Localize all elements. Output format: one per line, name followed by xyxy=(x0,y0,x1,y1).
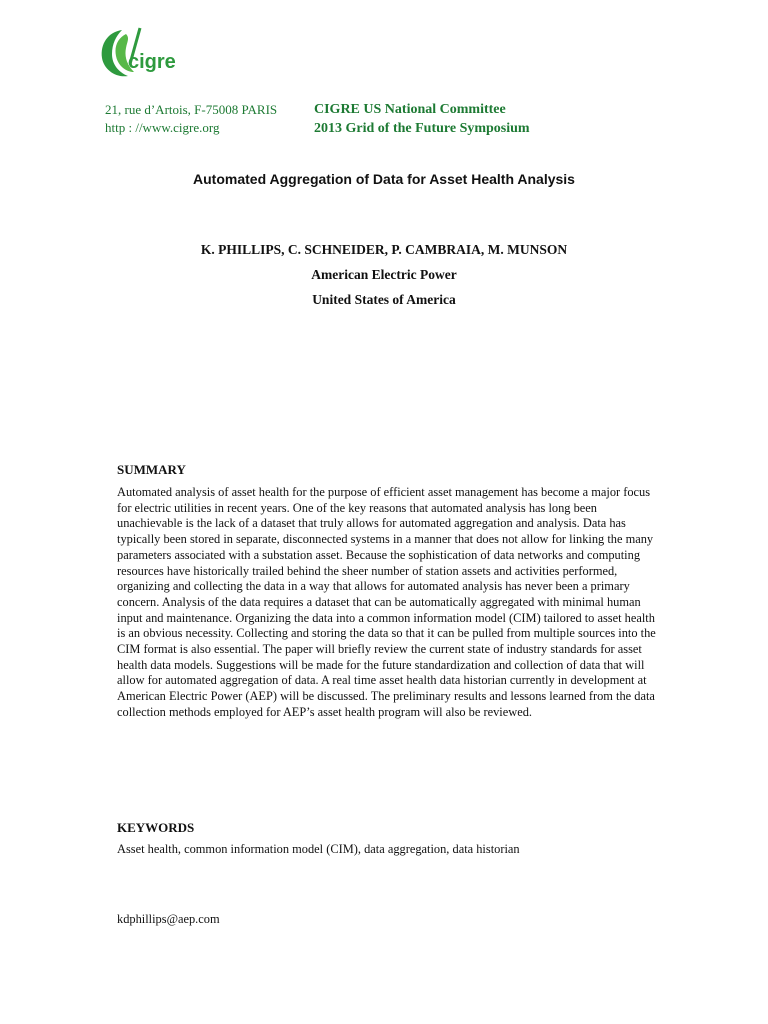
svg-text:cigre: cigre xyxy=(128,51,176,73)
address-line: 21, rue d’Artois, F-75008 PARIS xyxy=(105,102,278,117)
country: United States of America xyxy=(312,292,456,307)
address-block xyxy=(105,101,277,137)
contact-email[interactable]: kdphillips@aep.com xyxy=(117,912,220,926)
cigre-logo-graphic xyxy=(96,24,180,84)
committee-block xyxy=(314,100,530,138)
summary-text: Automated analysis of asset health for the purpose of efficient asset management has become a major focus for electric utilities in recent years. One of the key reasons that automated analysis has long been unachievable is the lack of a dataset that truly allows for automated aggregation and analysis. Data has typically been stored in separate, disconnected systems in a manner that does not allow for linking the many parameters associated with a substation asset. Because the sophistication of data networks and computing resources have historically trailed behind the sheer number of station assets and activities performed, organizing and collecting the data in a way that allows for automated analysis has never been a primary concern. Analysis of the data requires a dataset that can be automatically aggregated with minimal human input and maintenance. Organizing the data into a common information model (CIM) tailored to asset health is an obvious necessity. Collecting and storing the data so that it can be pulled from multiple sources into the CIM format is also essential. The paper will briefly review the current state of industry standards for asset health data models. Suggestions will be made for the future standardization and collection of data that will allow for automated aggregation of data. A real time asset health data historian currently in development at American Electric Power (AEP) will be discussed. The preliminary results and lessons learned from the data collection methods employed for AEP’s asset health program will also be reviewed. xyxy=(117,485,656,719)
affiliation: American Electric Power xyxy=(311,267,457,282)
keywords-text: Asset health, common information model (CIM), data aggregation, data historian xyxy=(117,842,520,856)
keywords-heading: KEYWORDS xyxy=(117,820,195,835)
summary-heading: SUMMARY xyxy=(117,462,186,477)
symposium-name: 2013 Grid of the Future Symposium xyxy=(314,121,530,136)
cigre-logo xyxy=(96,24,180,84)
author-list: K. PHILLIPS, C. SCHNEIDER, P. CAMBRAIA, M. MUNSON xyxy=(200,242,568,257)
paper-title: Automated Aggregation of Data for Asset Health Analysis xyxy=(193,171,575,187)
committee-name: CIGRE US National Committee xyxy=(314,102,506,117)
website-link[interactable]: http : //www.cigre.org xyxy=(105,120,220,135)
